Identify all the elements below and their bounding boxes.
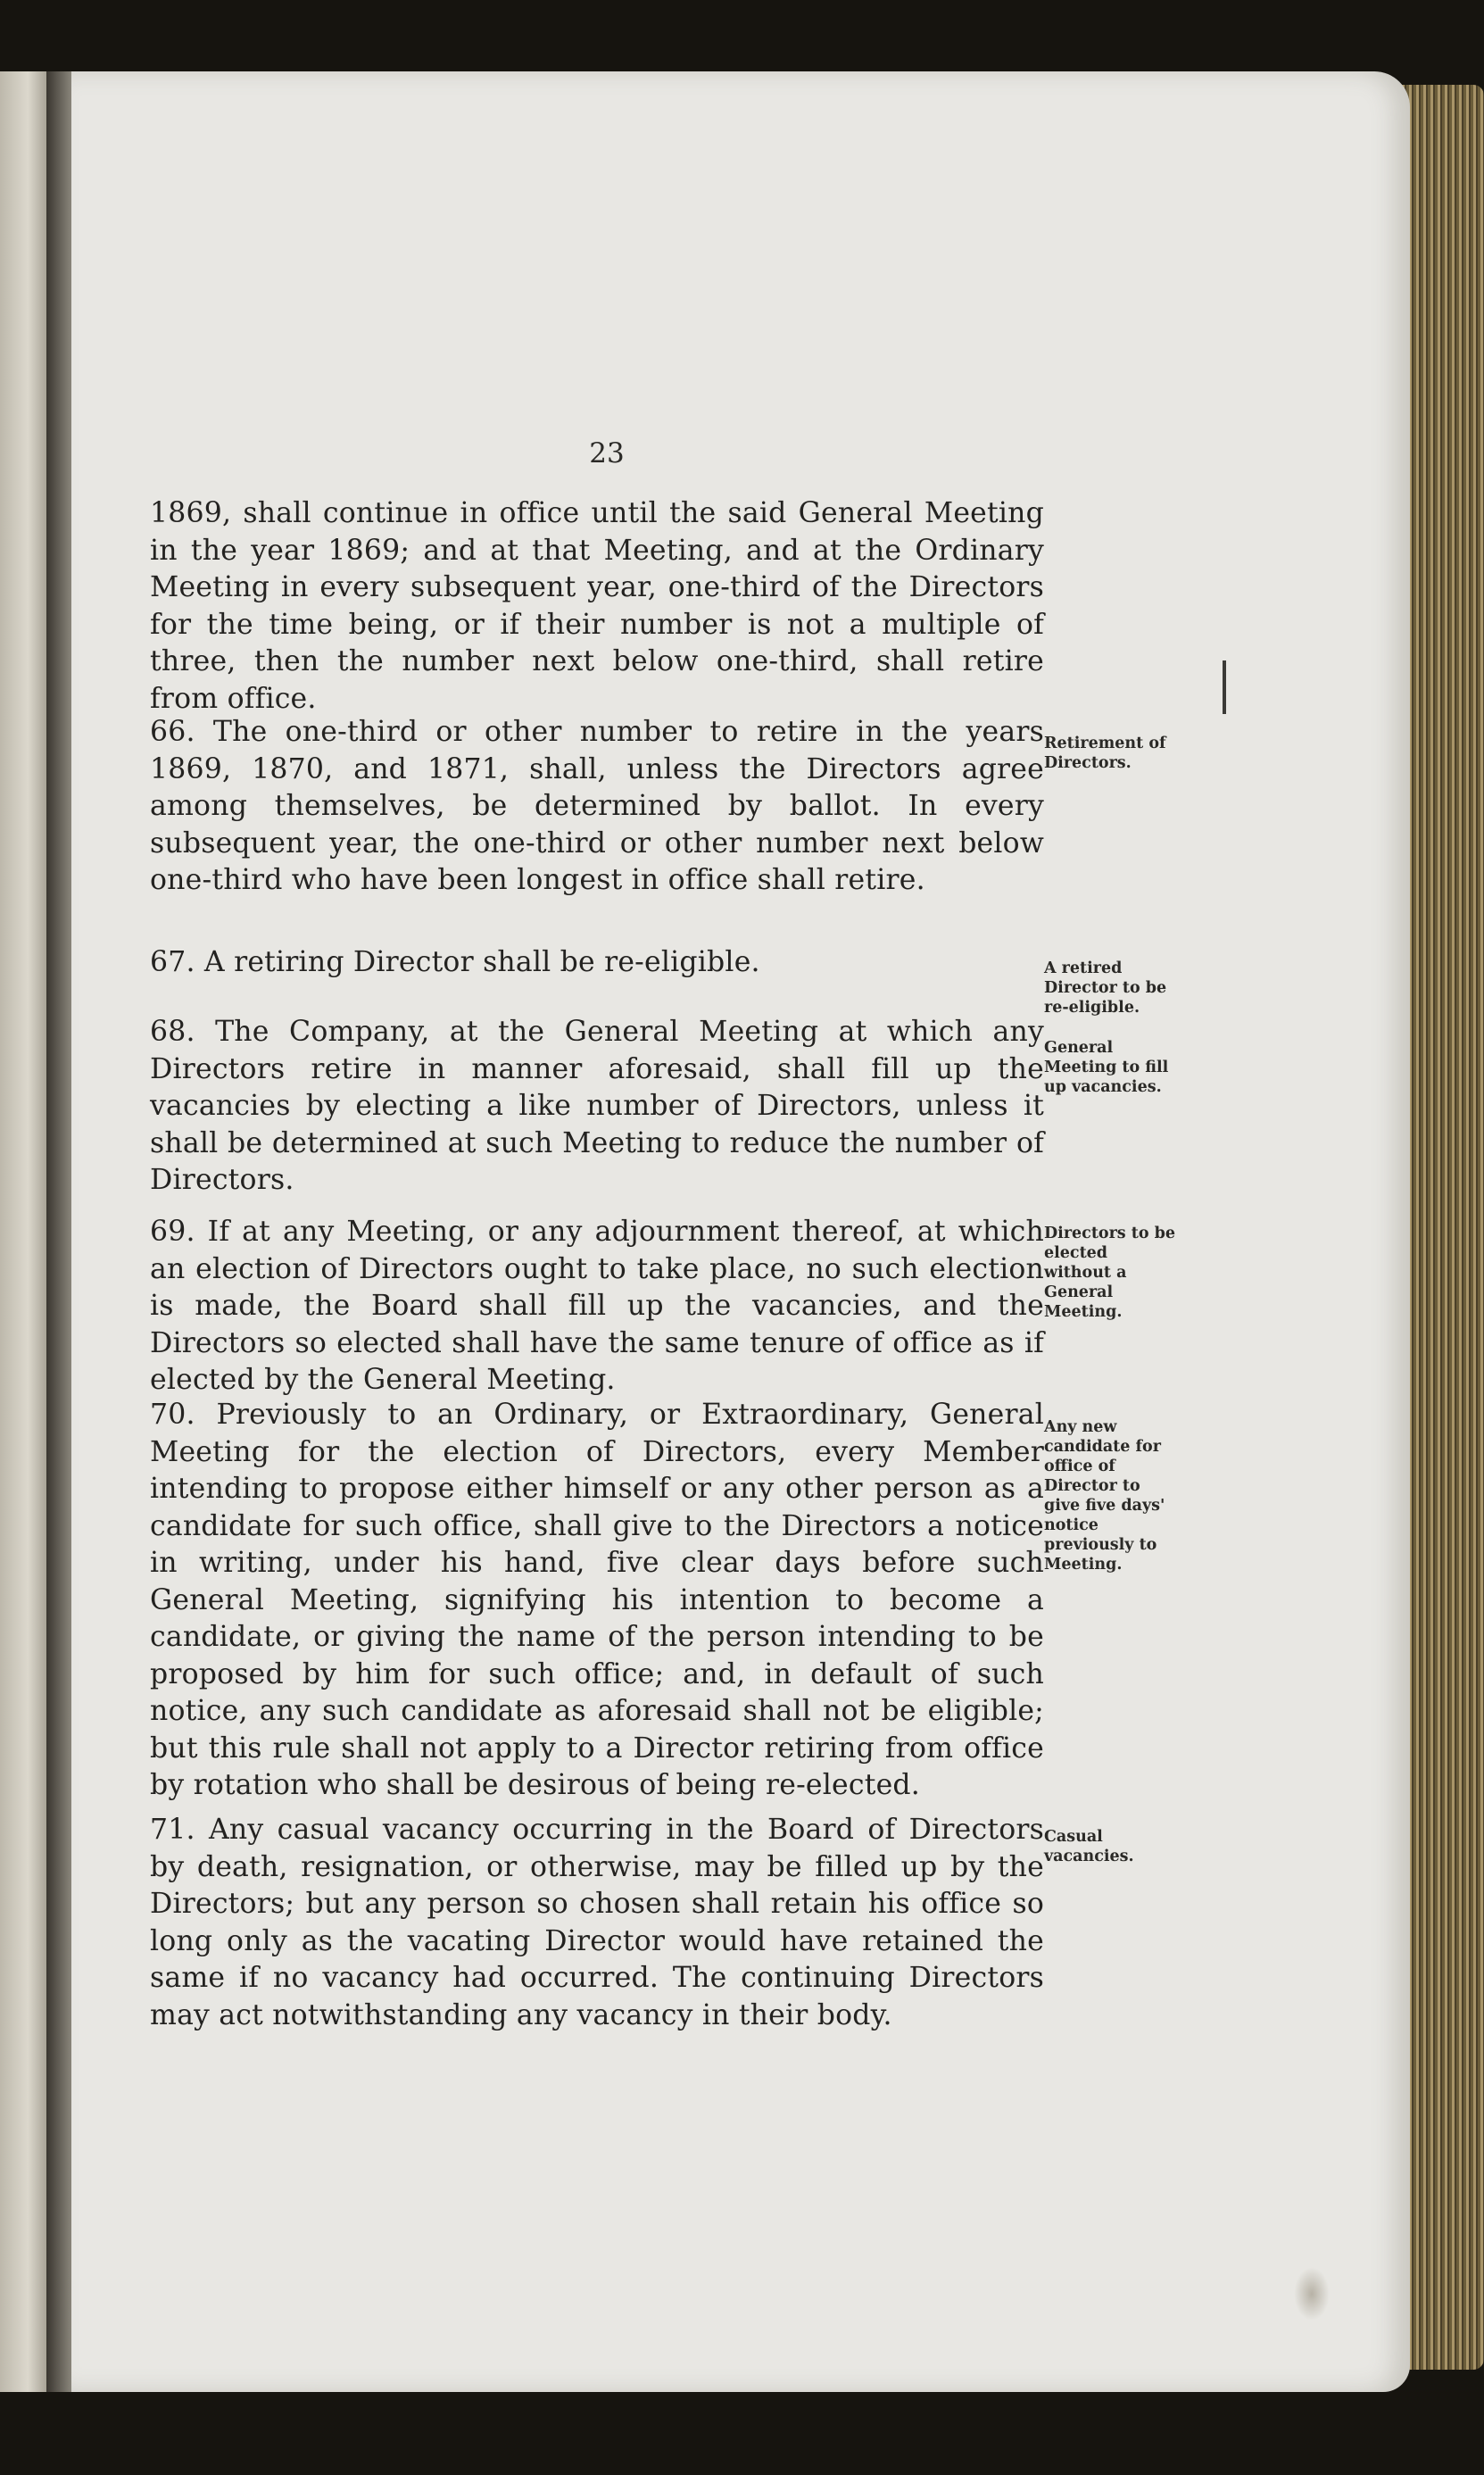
side-note-re-eligible: A retired Director to be re-eligible.: [1044, 959, 1167, 1017]
paragraph-text: 68. The Company, at the General Meeting at which any Directors retire in manner aforesaid, shall fill up the vacancies by electing a like number of Directors, unless it shall be determined at such Meeting to reduce the number of Directors.: [150, 1016, 1044, 1196]
paragraph-text: 67. A retiring Director shall be re-eligible.: [150, 946, 760, 978]
paragraph-text: 1869, shall continue in office until the said General Meeting in the year 1869; and at that Meeting, and at the Ordinary Meeting in every subsequent year, one-third of the Directors for the time being, or if their number is not a multiple of three, then the number next below one-third, shall retire from office.: [150, 497, 1044, 715]
side-note-fill-vacancies: General Meeting to fill up vacancies.: [1044, 1039, 1169, 1096]
side-note-new-candidate: Any new candidate for office of Director to give five days' notice previously to Meeting.: [1044, 1418, 1165, 1574]
paragraph-text: 66. The one-third or other number to retire in the years 1869, 1870, and 1871, shall, unless the Directors agree among themselves, be determined by ballot. In every subsequent year, the one-third or other number next below one-third who have been longest in office shall retire.: [150, 716, 1044, 896]
paragraph-69: [150, 1214, 1044, 1399]
ink-speck: [1223, 660, 1226, 714]
side-note-casual-vacancies: Casual vacancies.: [1044, 1828, 1134, 1865]
paragraph-text: 71. Any casual vacancy occurring in the Board of Directors by death, resignation, or otherwise, may be filled up by the Directors; but any person so chosen shall retain his office so long only as the vacating Director would have retained the same if no vacancy had occurred. The continuing Directors may act notwithstanding any vacancy in their body.: [150, 1814, 1044, 2031]
paragraph-68: [150, 1014, 1044, 1200]
paragraph-text: 70. Previously to an Ordinary, or Extraordinary, General Meeting for the election of Directors, every Member intending to propose either himself or any other person as a candidate for such office, shall give to the Directors a notice in writing, under his hand, five clear days before such General Meeting, signifying his intention to become a candidate, or giving the name of the person intending to be proposed by him for such office; and, in default of such notice, any such candidate as aforesaid shall not be eligible; but this rule shall not apply to a Director retiring from office by rotation who shall be desirous of being re-elected.: [150, 1399, 1044, 1801]
paragraph-text: 69. If at any Meeting, or any adjournment thereof, at which an election of Directors ought to take place, no such election is made, the Board shall fill up the vacancies, and the Directors so elected shall have the same tenure of office as if elected by the General Meeting.: [150, 1216, 1044, 1396]
paragraph-70: [150, 1397, 1044, 1805]
paper-stain: [1294, 2267, 1330, 2321]
paragraph-67: [150, 944, 1044, 982]
paragraph-71: [150, 1812, 1044, 2034]
side-note-retirement: Retirement of Directors.: [1044, 735, 1166, 772]
page-number: 23: [589, 437, 625, 469]
paragraph-continued: [150, 495, 1044, 718]
paragraph-66: [150, 714, 1044, 900]
side-note-elected-without-meeting: Directors to be elected without a General Meeting.: [1044, 1225, 1175, 1321]
